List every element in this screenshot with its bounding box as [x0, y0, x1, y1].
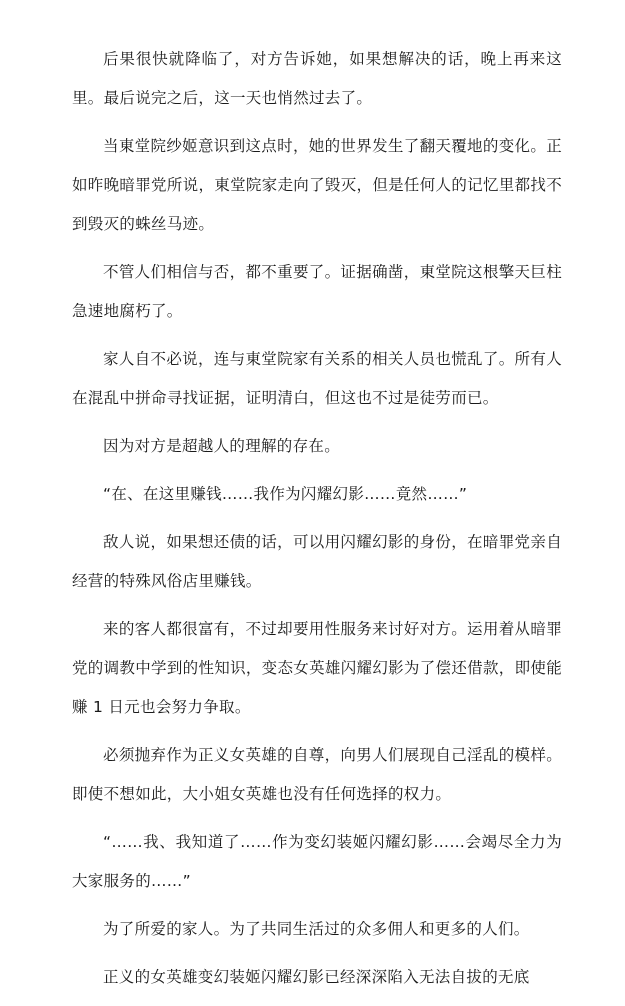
paragraph-7: 敌人说，如果想还债的话，可以用闪耀幻影的身份，在暗罪党亲自经营的特殊风俗店里赚钱。 — [72, 533, 562, 590]
paragraph-8: 来的客人都很富有，不过却要用性服务来讨好对方。运用着从暗罪党的调教中学到的性知识，变态女英雄闪耀幻影为了偿还借款，即使能赚 1 日元也会努力争取。 — [72, 620, 562, 716]
paragraph-1: 后果很快就降临了，对方告诉她，如果想解决的话，晚上再来这里。最后说完之后，这一天也悄然过去了。 — [72, 50, 562, 107]
document-page — [72, 40, 562, 1006]
paragraph-12: 正义的女英雄变幻装姬闪耀幻影已经深深陷入无法自拔的无底 — [103, 968, 530, 986]
paragraph-11: 为了所爱的家人。为了共同生活过的众多佣人和更多的人们。 — [103, 920, 530, 938]
paragraph-3: 不管人们相信与否，都不重要了。证据确凿，東堂院这根擎天巨柱急速地腐朽了。 — [72, 263, 562, 320]
paragraph-4: 家人自不必说，连与東堂院家有关系的相关人员也慌乱了。所有人在混乱中拼命寻找证据，证明清白，但这也不过是徒劳而已。 — [72, 350, 562, 407]
paragraph-5: 因为对方是超越人的理解的存在。 — [103, 437, 341, 455]
paragraph-10: “……我、我知道了……作为变幻装姬闪耀幻影……会竭尽全力为大家服务的……” — [72, 833, 562, 890]
paragraph-9: 必须抛弃作为正义女英雄的自尊，向男人们展现自己淫乱的模样。即使不想如此，大小姐女英雄也没有任何选择的权力。 — [72, 746, 562, 803]
paragraph-2: 当東堂院纱姬意识到这点时，她的世界发生了翻天覆地的变化。正如昨晚暗罪党所说，東堂院家走向了毁灭，但是任何人的记忆里都找不到毁灭的蛛丝马迹。 — [72, 137, 562, 233]
paragraph-6: “在、在这里赚钱……我作为闪耀幻影……竟然……” — [103, 485, 468, 503]
